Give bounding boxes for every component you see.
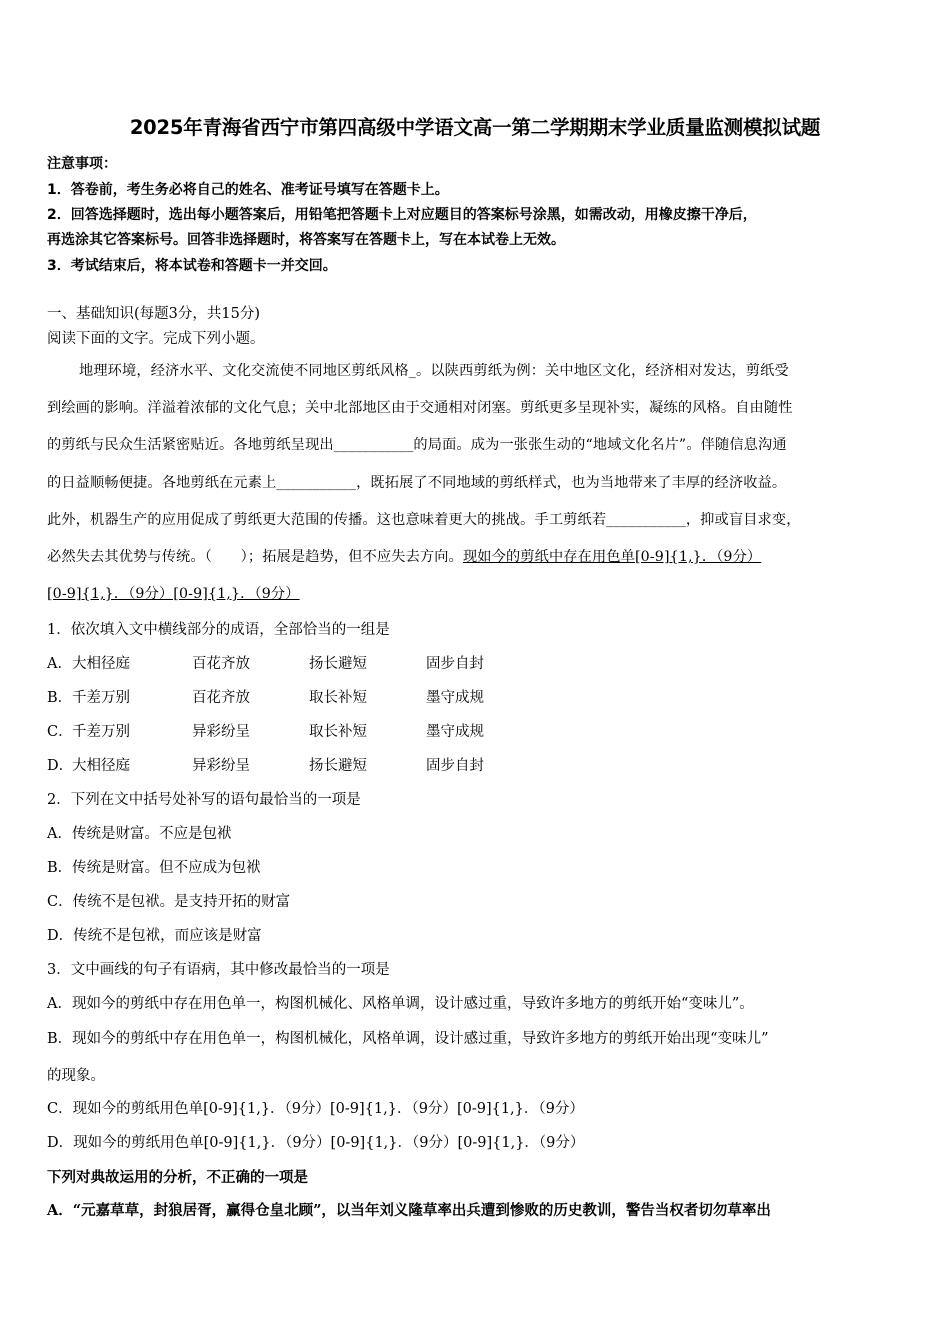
q1-option-d-word-2: 异彩纷呈: [192, 758, 250, 774]
q2-option-b: B．传统是财富。但不应成为包袱: [47, 860, 261, 876]
underlined-sentence: 现如今的剪纸中存在用色单[0-9]{1,}．（9分）: [462, 549, 762, 565]
q4-stem: 下列对典故运用的分析，不正确的一项是: [47, 1169, 308, 1186]
q2-option-d: D．传统不是包袱，而应该是财富: [47, 928, 262, 944]
notice-item-2-cont: 再选涂其它答案标号。回答非选择题时，将答案写在答题卡上，写在本试卷上无效。: [47, 232, 565, 248]
q1-option-c-label: C．: [47, 724, 73, 740]
q1-option-b-word-3: 取长补短: [309, 690, 367, 706]
q3-stem: 3．文中画线的句子有语病，其中修改最恰当的一项是: [47, 962, 390, 978]
q1-option-a-label: A．: [47, 656, 72, 672]
q1-option-c-word-4: 墨守成规: [426, 724, 484, 740]
q1-option-b-word-4: 墨守成规: [426, 690, 484, 706]
q1-option-c-word-1: 千差万别: [72, 724, 130, 740]
q1-option-a-word-1: 大相径庭: [72, 656, 130, 672]
q1-option-b-label: B．: [47, 690, 73, 706]
q1-option-b-word-1: 千差万别: [72, 690, 130, 706]
q1-option-a-word-3: 扬长避短: [309, 656, 367, 672]
passage-line-6-text: 必然失去其优势与传统。（ ）；拓展是趋势，但不应失去方向。: [47, 549, 463, 565]
q1-option-d-word-4: 固步自封: [426, 758, 484, 774]
q3-option-b: B．现如今的剪纸中存在用色单一，构图机械化，风格单调，设计感过重，导致许多地方的剪纸开始出现“变味儿”: [47, 1031, 769, 1047]
passage-line-3: 的剪纸与民众生活紧密贴近。各地剪纸呈现出___________的局面。成为一张张生动的“地域文化名片”。伴随信息沟通: [47, 437, 787, 453]
q1-stem: 1．依次填入文中横线部分的成语，全部恰当的一组是: [47, 622, 390, 638]
passage-line-6: [47, 546, 761, 566]
notice-item-3: 3．考试结束后，将本试卷和答题卡一并交回。: [47, 258, 337, 274]
q2-stem: 2．下列在文中括号处补写的语句最恰当的一项是: [47, 792, 361, 808]
passage-line-2: 到绘画的影响。洋溢着浓郁的文化气息；关中北部地区由于交通相对闭塞。剪纸更多呈现补实，凝练的风格。自由随性: [47, 400, 793, 416]
q1-option-d-word-3: 扬长避短: [309, 758, 367, 774]
q3-option-a: A．现如今的剪纸中存在用色单一，构图机械化、风格单调，设计感过重，导致许多地方的剪纸开始“变味儿”。: [47, 996, 754, 1012]
q2-option-c: C．传统不是包袱。是支持开拓的财富: [47, 894, 291, 910]
notice-item-2: 2．回答选择题时，选出每小题答案后，用铅笔把答题卡上对应题目的答案标号涂黑，如需改动，用橡皮擦干净后，: [47, 207, 757, 223]
q1-option-d-label: D．: [47, 758, 74, 774]
q3-option-b-cont: 的现象。: [47, 1068, 105, 1084]
q1-option-a-word-4: 固步自封: [426, 656, 484, 672]
q2-option-a: A．传统是财富。不应是包袱: [47, 826, 232, 842]
passage-line-1: 地理环境，经济水平、文化交流使不同地区剪纸风格_。以陕西剪纸为例：关中地区文化，经济相对发达，剪纸受: [79, 363, 789, 379]
q3-option-c: C．现如今的剪纸用色单[0-9]{1,}．（9分）[0-9]{1,}．（9分）[0-9]{1,}．（9分）: [47, 1101, 584, 1117]
passage-line-4: 的日益顺畅便捷。各地剪纸在元素上___________，既拓展了不同地域的剪纸样式，也为当地带来了丰厚的经济收益。: [47, 475, 787, 491]
notice-heading: 注意事项：: [47, 156, 117, 172]
passage-line-5: 此外，机器生产的应用促成了剪纸更大范围的传播。这也意味着更大的挑战。手工剪纸若___________，抑或盲目求变，: [47, 512, 801, 528]
section-intro: 阅读下面的文字。完成下列小题。: [47, 331, 265, 347]
q4-option-a: A．“元嘉草草，封狼居胥，赢得仓皇北顾”，以当年刘义隆草率出兵遭到惨败的历史教训，警告当权者切勿草率出: [47, 1202, 771, 1219]
q1-option-a-word-2: 百花齐放: [192, 656, 250, 672]
underlined-sentence-cont: [0-9]{1,}．（9分）[0-9]{1,}．（9分）: [47, 586, 300, 602]
exam-title: 2025年青海省西宁市第四高级中学语文高一第二学期期末学业质量监测模拟试题: [129, 116, 821, 139]
q1-option-c-word-3: 取长补短: [309, 724, 367, 740]
q3-option-d: D．现如今的剪纸用色单[0-9]{1,}．（9分）[0-9]{1,}．（9分）[0-9]{1,}．（9分）: [47, 1135, 585, 1151]
notice-item-1: 1．答卷前，考生务必将自己的姓名、准考证号填写在答题卡上。: [47, 182, 449, 198]
q1-option-d-word-1: 大相径庭: [72, 758, 130, 774]
q1-option-b-word-2: 百花齐放: [192, 690, 250, 706]
q1-option-c-word-2: 异彩纷呈: [192, 724, 250, 740]
section-heading: 一、基础知识(每题3分，共15分): [47, 306, 260, 322]
